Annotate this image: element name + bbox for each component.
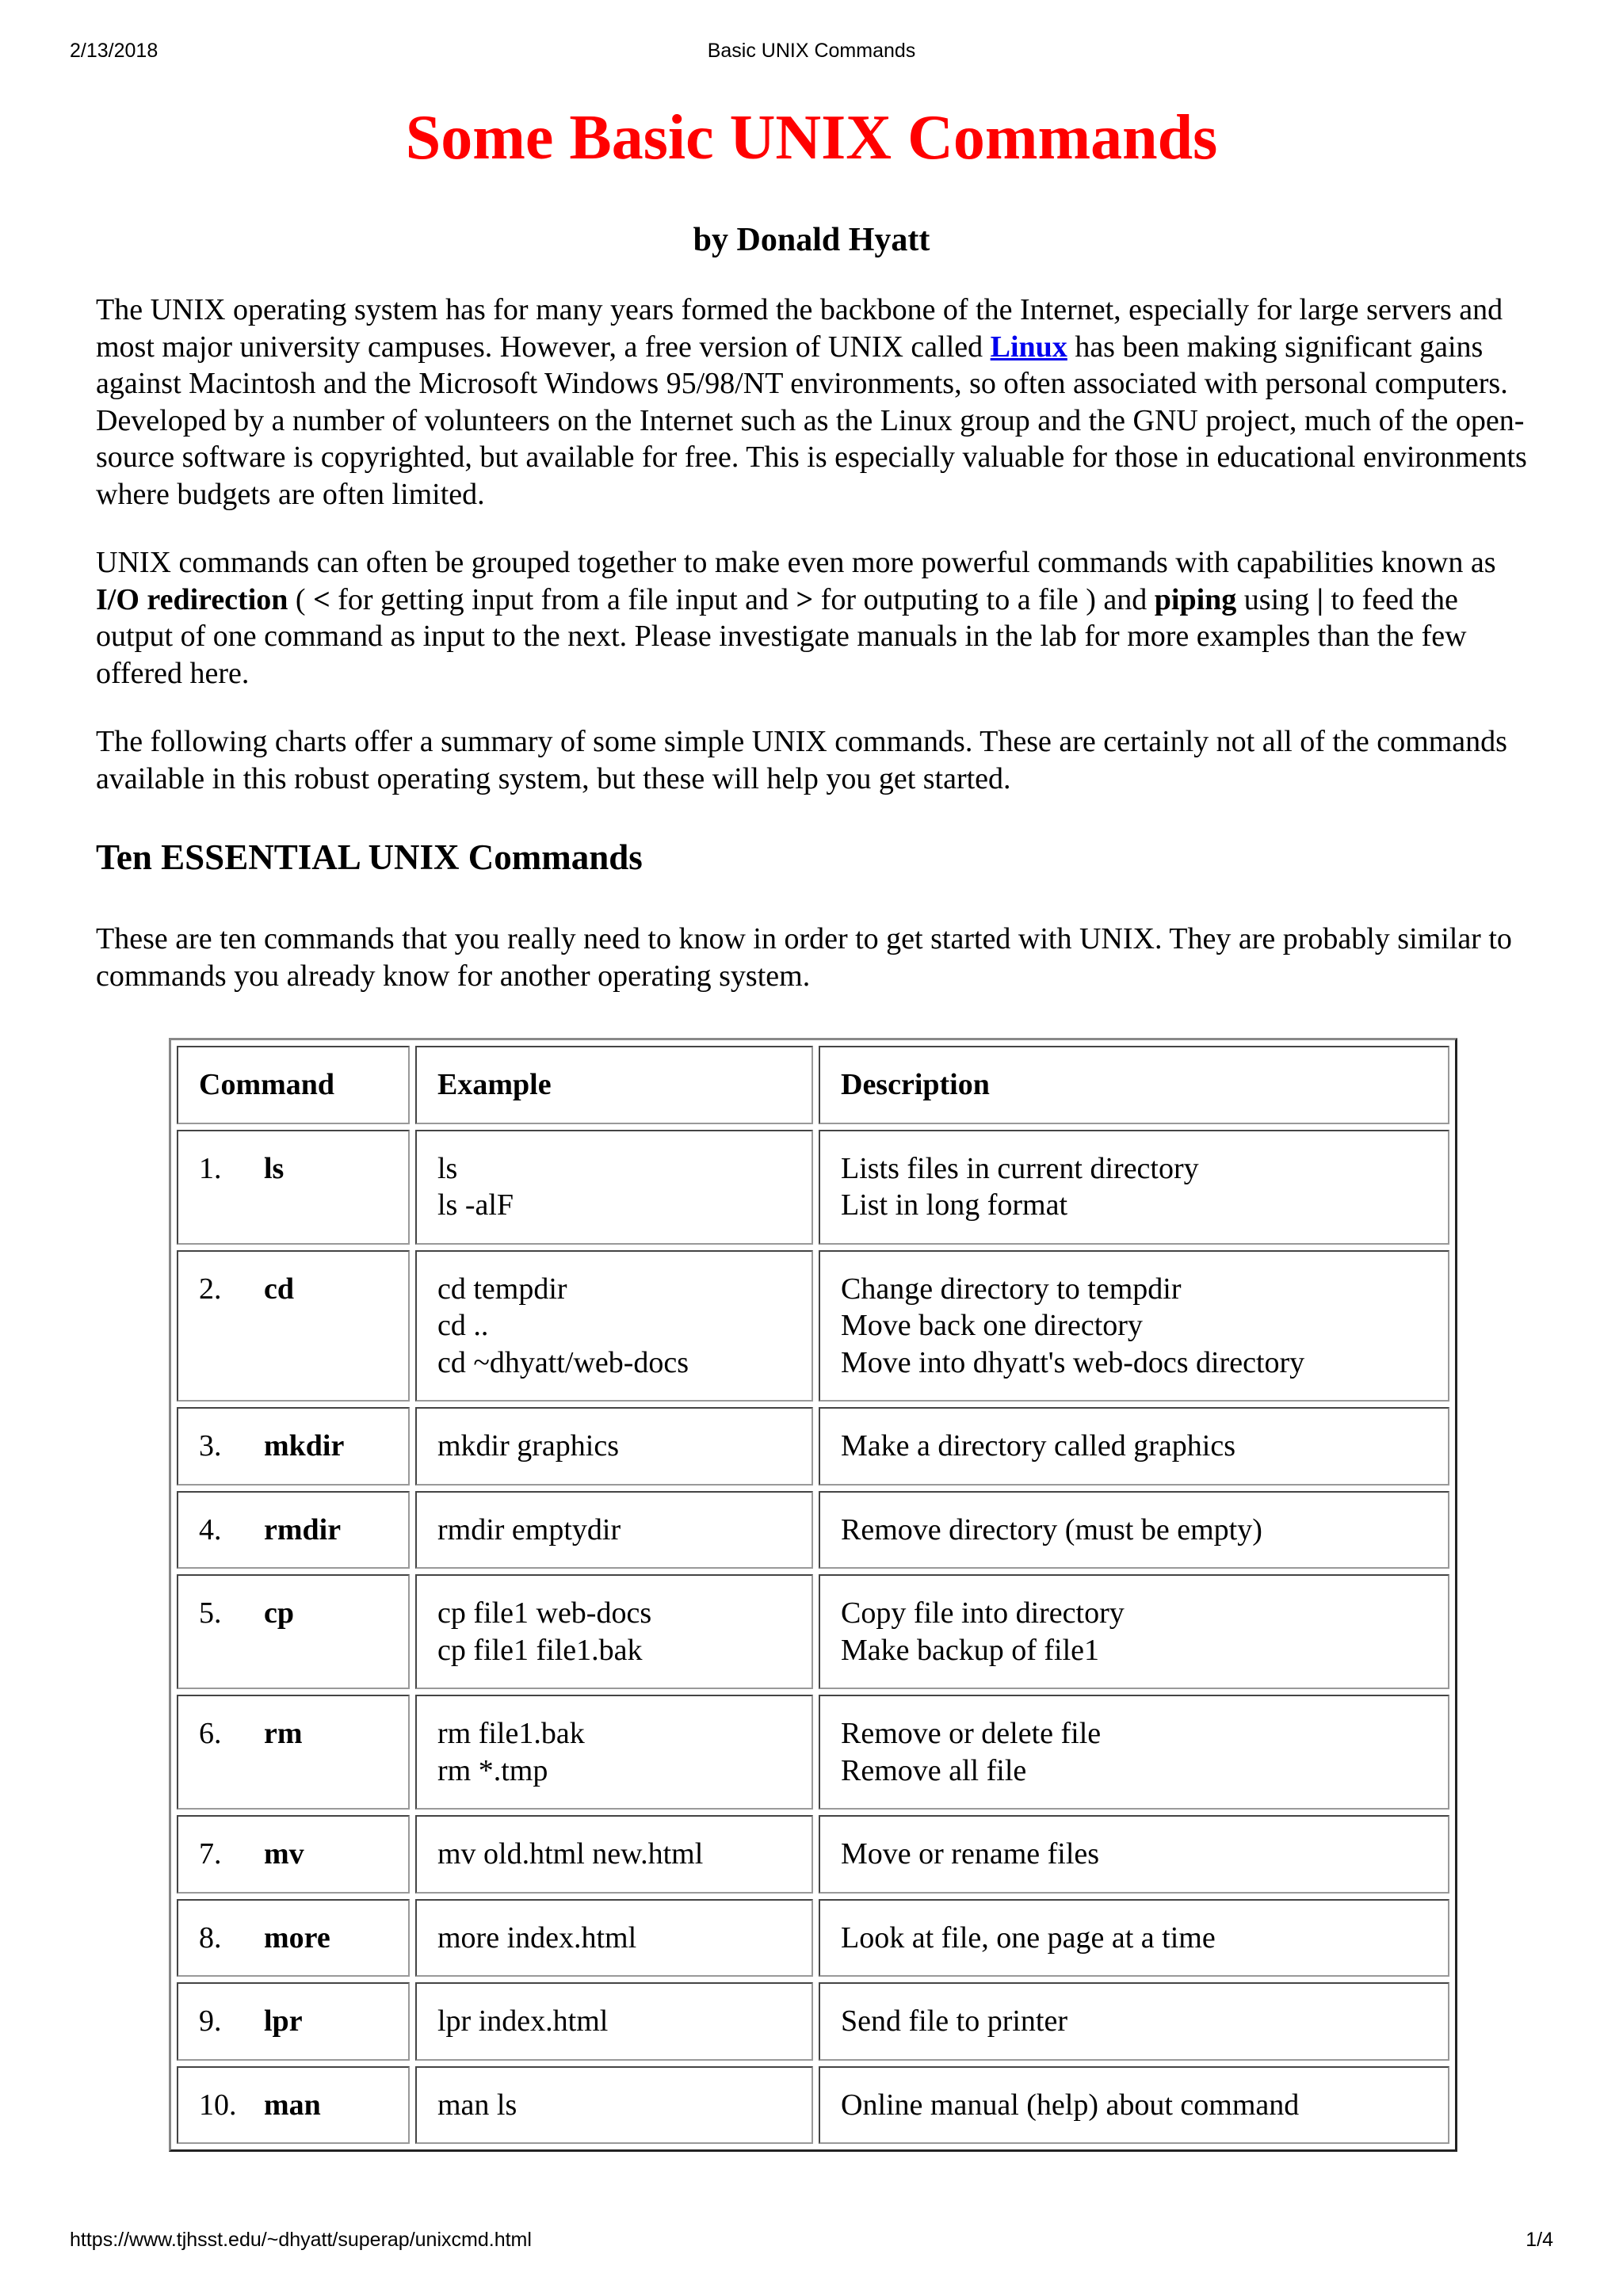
- print-url: https://www.tjhsst.edu/~dhyatt/superap/unixcmd.html: [70, 2229, 532, 2251]
- command-cell: [177, 1491, 410, 1569]
- example-line: mkdir graphics: [437, 1429, 620, 1463]
- command-cell: [177, 1815, 410, 1894]
- command-cell: [177, 1899, 410, 1978]
- example-line: cd ~dhyatt/web-docs: [437, 1345, 689, 1379]
- example-line: cd ..: [437, 1309, 489, 1342]
- header-description: Description: [819, 1046, 1449, 1124]
- header-example: Example: [415, 1046, 813, 1124]
- example-cell: [415, 2066, 813, 2145]
- command-cell: [177, 1250, 410, 1402]
- example-line: lpr index.html: [437, 2004, 609, 2038]
- output-redirect-symbol: >: [796, 582, 814, 616]
- command-cell: [177, 1695, 410, 1810]
- description-cell: [819, 1491, 1449, 1569]
- io-redirection-term: I/O redirection: [96, 582, 288, 616]
- description-cell: [819, 1407, 1449, 1486]
- redirection-text: for getting input from a file input and: [330, 582, 796, 616]
- description-line: Move into dhyatt's web-docs directory: [841, 1345, 1305, 1379]
- command-number: 6.: [199, 1717, 222, 1750]
- description-line: Remove all file: [841, 1753, 1027, 1787]
- description-line: Move back one directory: [841, 1309, 1143, 1342]
- print-header: [0, 40, 1623, 68]
- linux-link[interactable]: Linux: [990, 330, 1067, 364]
- command-name: cd: [264, 1272, 294, 1306]
- command-cell: [177, 1130, 410, 1245]
- redirection-text: to feed the output of one command as input to the next. Please investigate manuals in the lab for more examples than the few offered here.: [96, 582, 1467, 690]
- description-cell: [819, 1899, 1449, 1978]
- table-row: [177, 1574, 1449, 1689]
- command-number: 3.: [199, 1429, 222, 1463]
- command-name: lpr: [264, 2004, 303, 2038]
- description-line: Copy file into directory: [841, 1596, 1125, 1630]
- command-number: 8.: [199, 1920, 222, 1955]
- table-row: [177, 1130, 1449, 1245]
- command-name: man: [264, 2088, 321, 2122]
- description-cell: [819, 1250, 1449, 1402]
- redirection-text: using: [1236, 582, 1317, 616]
- intro-paragraph: [96, 292, 1527, 513]
- example-cell: [415, 1695, 813, 1810]
- description-line: Send file to printer: [841, 2004, 1067, 2038]
- page-number: 1/4: [1526, 2229, 1553, 2251]
- example-line: cd tempdir: [437, 1272, 567, 1306]
- table-row: [177, 2066, 1449, 2145]
- table-row: [177, 1695, 1449, 1810]
- command-number: 1.: [199, 1151, 222, 1185]
- example-cell: [415, 1815, 813, 1894]
- redirection-text: UNIX commands can often be grouped together to make even more powerful commands with capabilities known as: [96, 546, 1496, 579]
- commands-table: [169, 1038, 1457, 2152]
- example-cell: [415, 1250, 813, 1402]
- command-cell: [177, 1982, 410, 2061]
- input-redirect-symbol: <: [313, 582, 330, 616]
- description-line: Online manual (help) about command: [841, 2088, 1300, 2122]
- description-line: Remove directory (must be empty): [841, 1512, 1262, 1547]
- description-cell: [819, 1574, 1449, 1689]
- command-number: 5.: [199, 1596, 222, 1630]
- command-name: rmdir: [264, 1512, 342, 1547]
- description-cell: [819, 1815, 1449, 1894]
- document-content: [96, 89, 1527, 994]
- description-line: Remove or delete file: [841, 1717, 1102, 1750]
- example-cell: [415, 1130, 813, 1245]
- intro-text-2: has been making significant gains against Macintosh and the Microsoft Windows 95/98/NT environments, so often associated with personal computers. Developed by a number of volunteers on the Internet such as the Linux group and the GNU project, much of the open-source software is copyrighted, but available for free. This is especially valuable for those in educational environments where budgets are often limited.: [96, 330, 1527, 511]
- example-cell: [415, 1982, 813, 2061]
- description-line: Look at file, one page at a time: [841, 1920, 1216, 1955]
- example-line: mv old.html new.html: [437, 1837, 704, 1871]
- description-cell: [819, 1982, 1449, 2061]
- example-line: ls: [437, 1151, 458, 1185]
- example-line: more index.html: [437, 1920, 637, 1955]
- example-cell: [415, 1407, 813, 1486]
- example-line: rm file1.bak: [437, 1717, 585, 1750]
- description-cell: [819, 1130, 1449, 1245]
- command-number: 7.: [199, 1837, 222, 1871]
- print-page-title: Basic UNIX Commands: [707, 40, 916, 62]
- table-row: [177, 1250, 1449, 1402]
- description-line: Lists files in current directory: [841, 1151, 1199, 1185]
- example-line: rmdir emptydir: [437, 1512, 621, 1547]
- description-cell: [819, 2066, 1449, 2145]
- table-header-row: [177, 1046, 1449, 1124]
- table-row: [177, 1899, 1449, 1978]
- description-cell: [819, 1695, 1449, 1810]
- example-line: ls -alF: [437, 1188, 514, 1222]
- redirection-text: (: [288, 582, 314, 616]
- command-name: mv: [264, 1837, 304, 1871]
- example-line: cp file1 file1.bak: [437, 1633, 643, 1667]
- command-cell: [177, 2066, 410, 2145]
- header-command: Command: [177, 1046, 410, 1124]
- pipe-symbol: |: [1316, 582, 1324, 616]
- command-name: mkdir: [264, 1429, 345, 1463]
- section-heading: Ten ESSENTIAL UNIX Commands: [96, 837, 643, 877]
- description-line: Make a directory called graphics: [841, 1429, 1235, 1463]
- command-number: 2.: [199, 1272, 222, 1306]
- description-line: Change directory to tempdir: [841, 1272, 1182, 1306]
- command-name: cp: [264, 1596, 294, 1630]
- table-row: [177, 1491, 1449, 1569]
- page-title: Some Basic UNIX Commands: [405, 103, 1218, 173]
- piping-term: piping: [1154, 582, 1237, 616]
- command-name: ls: [264, 1151, 285, 1185]
- example-cell: [415, 1491, 813, 1569]
- redirection-paragraph: [96, 544, 1527, 692]
- byline: by Donald Hyatt: [693, 222, 930, 258]
- command-cell: [177, 1574, 410, 1689]
- description-line: List in long format: [841, 1188, 1068, 1222]
- example-line: cp file1 web-docs: [437, 1596, 652, 1630]
- command-cell: [177, 1407, 410, 1486]
- description-line: Move or rename files: [841, 1837, 1100, 1871]
- redirection-text: for outputing to a file ) and: [813, 582, 1155, 616]
- table-row: [177, 1815, 1449, 1894]
- example-cell: [415, 1574, 813, 1689]
- command-name: rm: [264, 1717, 303, 1750]
- command-number: 9.: [199, 2004, 222, 2038]
- summary-paragraph: The following charts offer a summary of some simple UNIX commands. These are certainly not all of the commands available in this robust operating system, but these will help you get started.: [96, 725, 1507, 795]
- command-name: more: [264, 1920, 330, 1955]
- table-row: [177, 1982, 1449, 2061]
- section-intro-paragraph: These are ten commands that you really need to know in order to get started with UNIX. They are probably similar to commands you already know for another operating system.: [96, 922, 1512, 993]
- description-line: Make backup of file1: [841, 1633, 1100, 1667]
- command-number: 10.: [199, 2088, 237, 2122]
- print-date: 2/13/2018: [70, 40, 158, 62]
- table-row: [177, 1407, 1449, 1486]
- example-line: rm *.tmp: [437, 1753, 548, 1787]
- intro-text-1: The UNIX operating system has for many years formed the backbone of the Internet, especially for large servers and most major university campuses. However, a free version of UNIX called: [96, 293, 1503, 364]
- command-number: 4.: [199, 1512, 222, 1547]
- example-cell: [415, 1899, 813, 1978]
- example-line: man ls: [437, 2088, 517, 2122]
